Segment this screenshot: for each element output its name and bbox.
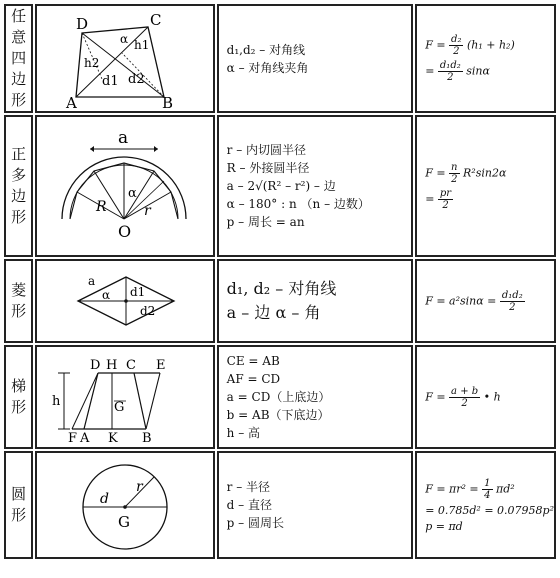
definition-line: a = CD（上底边） [226,390,331,404]
circle-diagram [40,455,210,555]
area-formula [415,259,556,343]
table-row [4,4,556,113]
definitions [217,451,414,559]
formula-line [425,34,554,57]
formula-text: sinα [466,64,490,78]
formula-text: R²sin2α [463,166,507,179]
angle-label: α [101,288,111,302]
denominator: 4 [484,489,491,501]
name-char: 菱 [11,281,27,299]
numerator: 1 [484,477,491,489]
radius-label: r [143,203,151,219]
name-char: 圆 [11,485,27,503]
vertex-label: D [89,358,101,373]
formula-text: F = [425,38,446,52]
denominator: 2 [509,301,516,313]
quadrilateral-figure [35,4,215,113]
table-row [4,345,556,449]
formula-line [425,162,554,185]
definition-line: R – 外接圆半径 [226,161,310,175]
formula-text: F = πr² = [425,482,479,495]
definition-line: d₁, d₂ – 对角线 [226,279,337,298]
area-formula [415,451,556,559]
diagonal-label: d2 [139,304,156,318]
name-char: 边 [11,70,27,88]
rhombus-figure [35,259,215,343]
vertex-label: A [65,93,77,109]
definition-line: p – 周长 = an [226,215,305,229]
definition-line: AF = CD [226,372,281,386]
definition-line: p – 圆周长 [226,516,284,530]
definitions [217,4,414,113]
fraction [482,478,492,501]
name-char: 形 [11,91,27,109]
quadrilateral-diagram [40,9,210,109]
height-label: h1 [133,37,150,52]
name-char: 正 [11,145,27,163]
definition-line: d – 直径 [226,498,272,512]
denominator: 2 [451,173,458,185]
definitions [217,345,414,449]
formula-line [425,290,554,313]
denominator: 2 [447,72,454,83]
definition-line: d₁,d₂ – 对角线 [226,42,306,57]
center-label: O [117,222,132,241]
fraction [449,386,480,409]
diagonal-label: d1 [101,73,119,89]
name-char: 四 [11,49,27,67]
definition-line: b = AB（下底边） [226,408,330,422]
definition-line: α – 180° : n （n – 边数） [226,197,370,211]
definition-line: h – 高 [226,426,261,440]
radius-label: R [95,199,107,215]
vertex-label: E [155,358,166,373]
fraction [438,188,453,211]
vertex-label: F [67,431,77,445]
fraction [449,34,463,57]
formula-text: F = [425,166,446,179]
formula-line: = 0.785d² = 0.07958p² [425,503,554,517]
vertex-label: A [79,431,90,445]
numerator: pr [439,187,452,199]
angle-label: α [119,31,129,46]
side-label: a [117,128,129,148]
definitions [217,115,414,257]
fraction [500,290,525,313]
numerator: d₂ [451,34,462,45]
radius-label: r [135,479,143,495]
area-formula [415,345,556,449]
area-formula [415,115,556,257]
definition-line: CE = AB [226,354,280,368]
formula-text: = [425,192,435,205]
vertex-label: C [125,358,136,373]
formula-line [425,386,554,409]
formula-line [425,188,554,211]
name-char: 形 [11,398,27,416]
center-label: G [117,513,130,531]
vertex-label: C [149,10,162,29]
formula-line [425,60,554,83]
vertex-label: K [107,431,118,445]
denominator: 2 [442,199,449,211]
shape-name [4,345,33,449]
fraction [449,162,459,185]
name-char: 形 [11,208,27,226]
regular-polygon-diagram [40,119,210,253]
height-label: h [51,394,61,409]
table-row [4,259,556,343]
formula-line [425,478,554,501]
area-formula [415,4,556,113]
rhombus-diagram [40,263,210,339]
name-char: 任 [11,7,27,25]
name-char: 形 [11,302,27,320]
formula-text: (h₁ + h₂) [466,38,515,52]
diagonal-label: d1 [129,285,146,299]
height-label: h2 [83,55,100,70]
vertex-label: H [105,358,118,373]
definition-line: α – 对角线夹角 [226,60,309,75]
shape-name [4,259,33,343]
name-char: 梯 [11,377,27,395]
formula-text: = [425,64,435,78]
formula-text: • h [483,390,501,403]
numerator: a + b [451,385,479,397]
numerator: d₁d₂ [439,60,461,71]
table-row [4,115,556,257]
definition-line: a – 边 α – 角 [226,303,321,322]
denominator: 2 [461,397,468,409]
numerator: d₁d₂ [501,289,523,301]
denominator: 2 [453,46,460,57]
angle-label: α [127,186,137,201]
regular-polygon-figure [35,115,215,257]
formula-line: p = πd [425,519,463,533]
definition-line: a – 2√(R² – r²) – 边 [226,179,336,193]
vertex-label: B [141,431,152,445]
formula-text: F = a²sinα = [425,294,497,307]
fraction [438,60,463,83]
shape-name [4,115,33,257]
name-char: 意 [11,28,27,46]
numerator: n [451,161,458,173]
shape-name [4,4,33,113]
definitions [217,259,414,343]
name-char: 边 [11,187,27,205]
shape-name [4,451,33,559]
definition-line: r – 半径 [226,480,271,494]
side-label: a [87,274,96,288]
name-char: 多 [11,166,27,184]
vertex-label: B [161,93,173,109]
definition-line: r – 内切圆半径 [226,143,307,157]
circle-figure [35,451,215,559]
diameter-label: d [99,491,109,507]
diagonal-label: d2 [127,71,145,87]
vertex-label: D [75,14,88,33]
name-char: 形 [11,506,27,524]
trapezoid-diagram [40,349,210,445]
formula-text: F = [425,390,446,403]
area-formula-table [2,2,558,561]
formula-text: πd² [496,482,515,495]
table-row [4,451,556,559]
point-label: G [113,400,125,415]
trapezoid-figure [35,345,215,449]
